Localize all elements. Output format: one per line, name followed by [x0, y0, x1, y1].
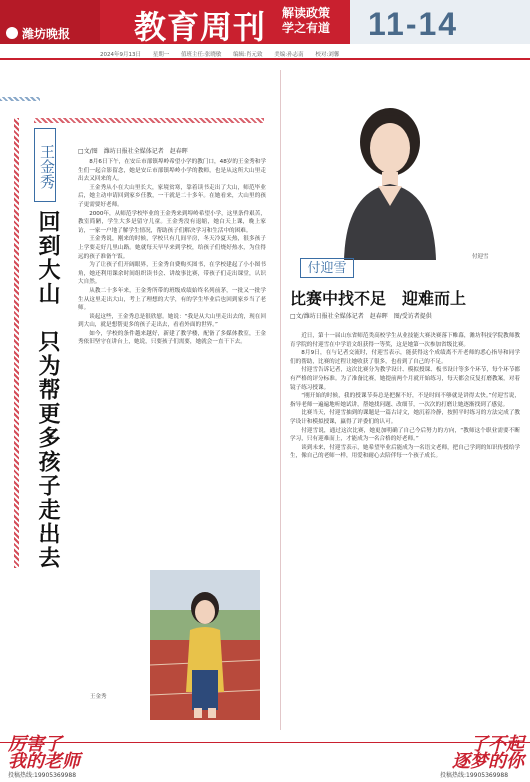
- slogan-line-1: 解读政策: [282, 6, 331, 20]
- logo-text: 潍坊晚报: [22, 26, 71, 41]
- proofreader: 校对:刘馨: [315, 52, 340, 58]
- decor-stripe-horizontal: [34, 118, 264, 123]
- section-title: 教育周刊: [134, 9, 267, 45]
- right-portrait-photo: [300, 80, 480, 260]
- right-photo-caption: 付迎雪: [472, 254, 489, 260]
- left-name-tag: 王金秀: [34, 128, 56, 202]
- footer-right-slogan: [420, 736, 524, 770]
- left-paragraph: 王金秀说，刚来的时候，学校只有几间平房，冬天冷夏天热，很多孩子上学要走好几里山路。她就每天早早来到学校，给孩子们烧好热水，为住得远的孩子准备午饭。: [78, 236, 266, 260]
- left-paragraph: 如今，学校的条件越来越好，新建了教学楼，配备了多媒体教室，王金秀依旧坚守在讲台上，她说，只要孩子们需要，她就会一直干下去。: [78, 330, 266, 346]
- logo-mark-icon: [6, 27, 18, 39]
- left-byline: □文/图 潍坊日报社全媒体记者 赵春晖: [78, 148, 188, 155]
- left-paragraph: 为了让孩子们开阔眼界，王金秀自费购买图书，在学校建起了小小图书角，她还利用课余时间组织读书会、讲故事比赛，带孩子们走出课堂，认识大自然。: [78, 262, 266, 286]
- section-slogan: [282, 6, 346, 36]
- footer-left-slogan: [8, 736, 80, 770]
- footer-right-line-2: 逐梦的你: [452, 751, 524, 771]
- issue-date: 2024年9月13日: [100, 52, 141, 58]
- left-paragraph: 从教二十多年来，王金秀所带的班级成绩始终名列前茅，一批又一批学生从这里走出大山，考上了理想的大学，有的学生毕业后也回到家乡当了老师。: [78, 287, 266, 312]
- right-paragraph: 近日，第十一届山东省师范类高校学生从业技能大赛决赛落下帷幕，潍坊科技学院教师教育学院的付迎雪在中学语文组获得一等奖，这是她第一次参加省级比赛。: [290, 333, 520, 348]
- newspaper-logo: [6, 24, 94, 42]
- left-paragraph: 2000年，从师范学校毕业的王金秀来到埠岭希望小学，这里条件艰苦，教室简陋，学生大多是留守儿童。王金秀没有退缩，她白天上课，晚上家访，一家一户地了解学生情况，帮助孩子们解决学习和生活中的困难。: [78, 210, 266, 234]
- left-paragraph: 8月6日下午，在安丘市郚镇埠岭希望小学的教门口，48岁的王金秀和学生们一起合影留念，她是安丘市郚镇埠岭小学的教师，也是从这所大山里走出去又回来的人。: [78, 159, 266, 183]
- masthead: [0, 0, 530, 58]
- chief-editor: 值班主任:张晓敏: [181, 52, 222, 58]
- slogan-line-2: 学之有道: [282, 21, 331, 35]
- header-rule: [0, 58, 530, 60]
- footer-right-hotline: 投稿热线:19905369988: [440, 772, 509, 779]
- right-paragraph: 谈到未来，付迎雪表示，她希望毕业后能成为一名语文老师，把自己学到的知识传授给学生，像自己的老师一样，用爱和耐心去陪伴每一个孩子成长。: [290, 444, 520, 460]
- right-byline: □文/潍坊日报社全媒体记者 赵春晖 图/受访者提供: [290, 313, 432, 320]
- issue-weekday: 星期一: [152, 52, 170, 58]
- portrait-illustration: [150, 570, 260, 720]
- right-article-body: [290, 332, 520, 728]
- left-photo-caption: 王金秀: [90, 694, 107, 700]
- editor: 编辑:肖元致: [233, 52, 263, 58]
- right-paragraph: 8月9日，在与记者交流时，付迎雪表示，能获得这个成绩离不开老师的悉心指导和同学们的帮助，比赛的过程让她收获了很多，也看到了自己的不足。: [290, 350, 520, 365]
- right-paragraph: 比赛当天，付迎雪抽到的课题是一篇古诗文，她沉着冷静，按照平时练习的方法完成了教学设计和模拟授课，赢得了评委们的认可。: [290, 410, 520, 425]
- footer-left-line-1: 厉害了: [8, 734, 62, 754]
- issue-meta: [100, 50, 520, 58]
- footer-left-line-2: 我的老师: [8, 751, 80, 771]
- footer-right-line-1: 了不起: [470, 734, 524, 754]
- right-paragraph: 付迎雪说，通过这次比赛，她更加明确了自己今后努力的方向，“教师这个职业需要不断学习，只有迎难而上，才能成为一名合格的好老师。”: [290, 427, 520, 443]
- left-portrait-photo: [150, 570, 260, 720]
- left-paragraph: 王金秀从小在大山里长大，家境贫寒，靠着读书走出了大山，师范毕业后，她主动申请回到家乡任教，一干就是二十多年。在她看来，大山里的孩子更需要好老师。: [78, 184, 266, 208]
- left-paragraph: 谈起这些，王金秀总是很欣慰。她说：“我是从大山里走出去的，现在回到大山，就是想帮更多的孩子走出去，看看外面的世界。”: [78, 313, 266, 329]
- right-name-tag: 付迎雪: [300, 258, 354, 278]
- decor-stripe-blue: [0, 97, 40, 101]
- right-paragraph: 付迎雪告诉记者，这次比赛分为教学设计、模拟授课、板书设计等多个环节，每个环节都有严格的评分标准。为了准备比赛，她提前两个月就开始练习，每天都会反复打磨教案，对着镜子练习授课。: [290, 367, 520, 391]
- designer: 美编:孙志南: [274, 52, 304, 58]
- column-divider: [280, 70, 281, 730]
- right-paragraph: “刚开始的时候，我的授课节奏总是把握不好，不是时间不够就是讲得太快。”付迎雪说，指导老师一遍遍地听她试讲，帮她找问题、改细节，一次次的打磨让她逐渐找到了感觉。: [290, 393, 520, 408]
- portrait-illustration: [300, 80, 480, 260]
- page-range: 11-14: [368, 6, 459, 42]
- left-headline: 回到大山 只为帮更多孩子走出去: [36, 210, 61, 570]
- decor-stripe-vertical: [14, 118, 19, 568]
- footer-left-hotline: 投稿热线:19905369988: [8, 772, 77, 779]
- right-headline: 比赛中找不足 迎难而上: [290, 291, 467, 308]
- left-article-body: [78, 158, 266, 578]
